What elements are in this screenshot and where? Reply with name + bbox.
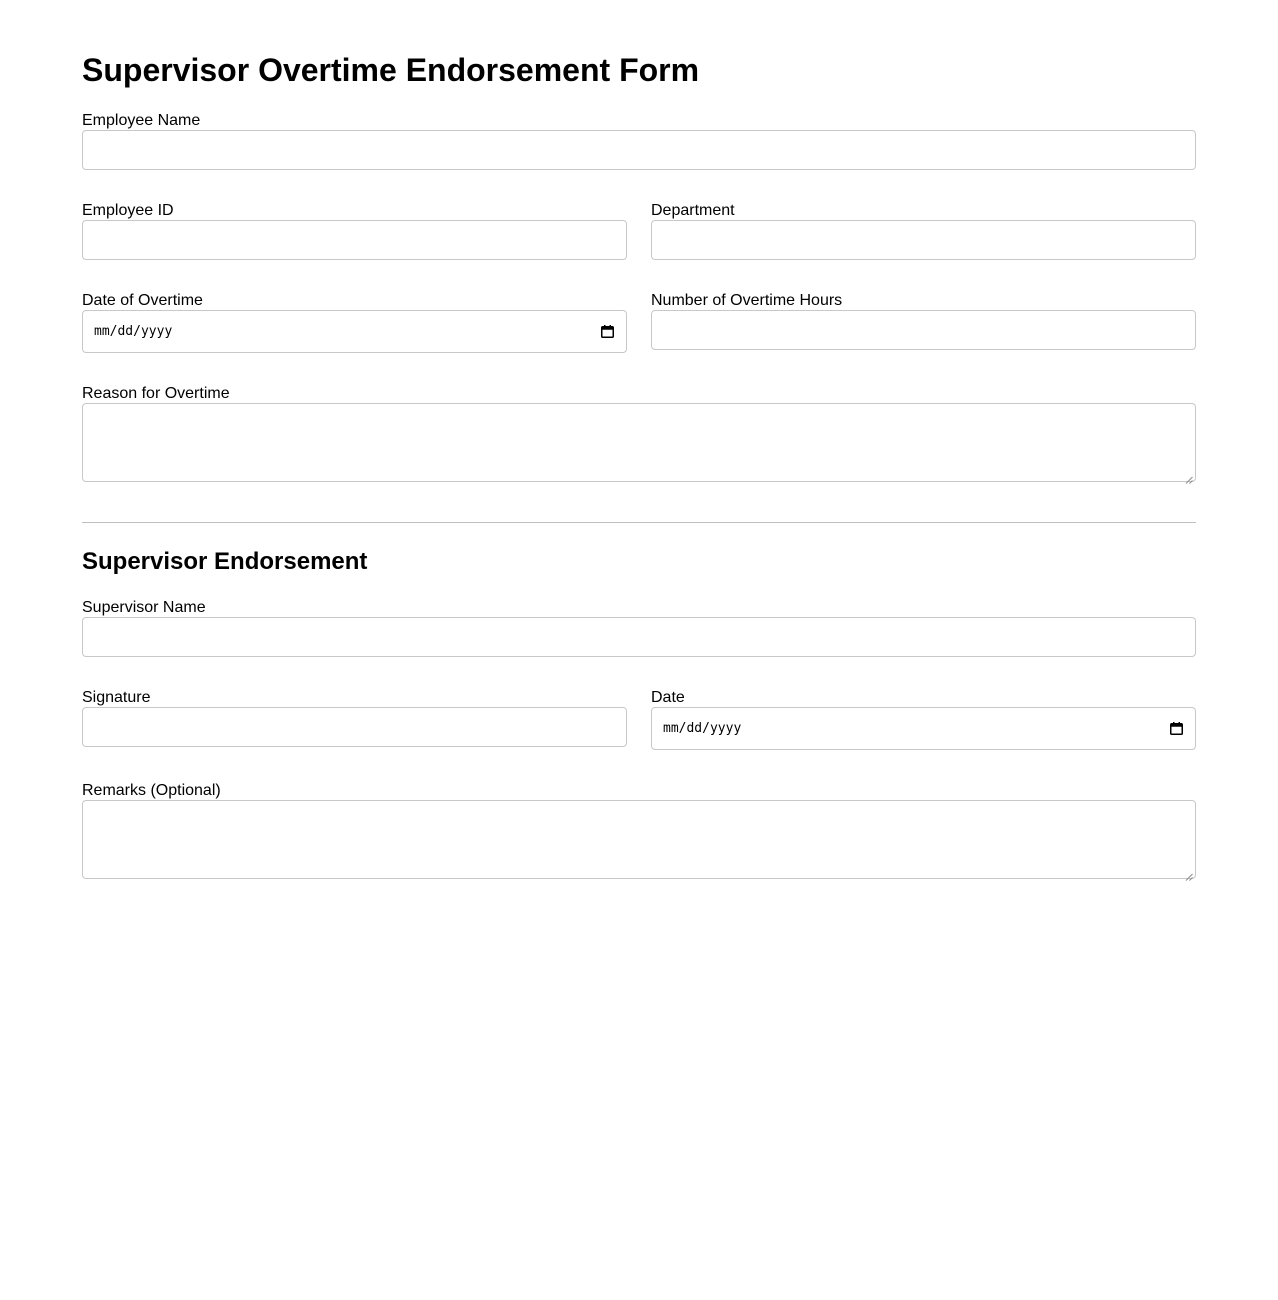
signature-label: Signature [82, 689, 151, 706]
resize-grip-icon[interactable] [1185, 471, 1193, 479]
reason-label: Reason for Overtime [82, 385, 230, 402]
remarks-textarea[interactable] [82, 800, 1196, 879]
endorsement-date-input[interactable] [651, 707, 1196, 750]
employee-id-input[interactable] [82, 220, 627, 260]
calendar-icon[interactable] [1170, 722, 1183, 735]
remarks-label: Remarks (Optional) [82, 782, 221, 799]
overtime-hours-field [651, 292, 1196, 359]
endorsement-date-label: Date [651, 689, 685, 706]
endorsement-date-placeholder: mm/dd/yyyy [663, 721, 742, 736]
endorsement-date-field [651, 689, 1196, 759]
calendar-icon[interactable] [601, 325, 614, 338]
employee-id-field [82, 202, 627, 269]
department-field [651, 202, 1196, 269]
overtime-hours-input[interactable] [651, 310, 1196, 350]
supervisor-name-field [82, 599, 1196, 666]
remarks-field [82, 782, 1196, 888]
date-of-overtime-input[interactable] [82, 310, 627, 353]
reason-field [82, 385, 1196, 491]
resize-grip-icon[interactable] [1185, 868, 1193, 876]
date-of-overtime-label: Date of Overtime [82, 292, 203, 309]
endorsement-section-title: Supervisor Endorsement [82, 548, 368, 575]
employee-name-input[interactable] [82, 130, 1196, 170]
employee-name-field [82, 112, 1196, 179]
employee-id-label: Employee ID [82, 202, 174, 219]
page-title: Supervisor Overtime Endorsement Form [82, 52, 700, 88]
signature-field [82, 689, 627, 756]
employee-name-label: Employee Name [82, 112, 201, 129]
supervisor-name-input[interactable] [82, 617, 1196, 657]
date-of-overtime-placeholder: mm/dd/yyyy [94, 324, 173, 339]
reason-textarea[interactable] [82, 403, 1196, 482]
supervisor-name-label: Supervisor Name [82, 599, 206, 616]
date-of-overtime-field [82, 292, 627, 362]
section-divider [82, 522, 1196, 523]
department-label: Department [651, 202, 735, 219]
department-input[interactable] [651, 220, 1196, 260]
overtime-hours-label: Number of Overtime Hours [651, 292, 843, 309]
signature-input[interactable] [82, 707, 627, 747]
